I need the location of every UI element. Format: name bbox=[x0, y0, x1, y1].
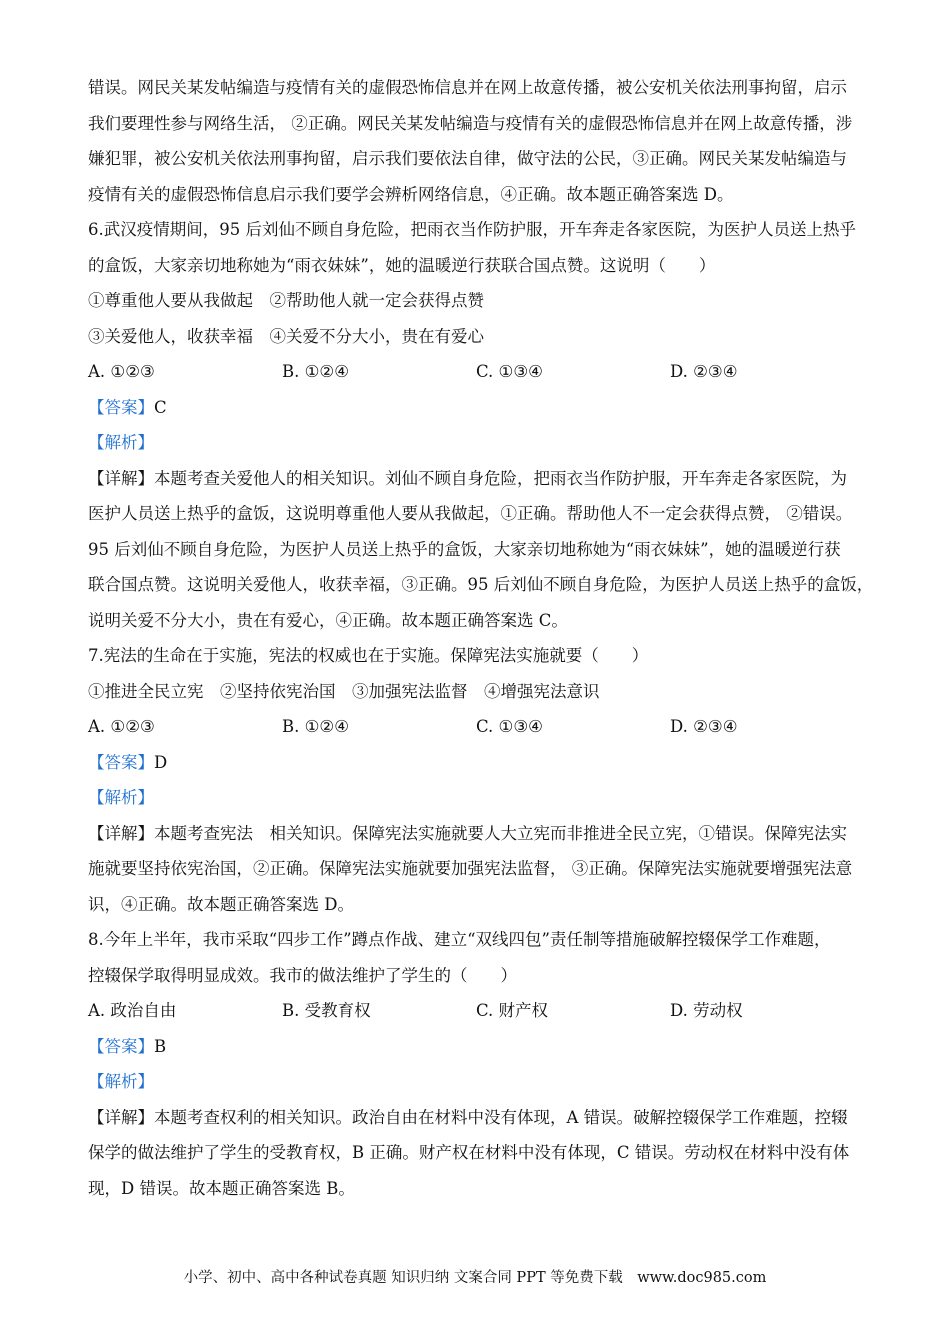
option-a: A. ①②③ bbox=[88, 362, 155, 381]
text-line: 疫情有关的虚假恐怖信息启示我们要学会辨析网络信息，④正确。故本题正确答案选 D。 bbox=[88, 184, 734, 204]
statement-line: ③关爱他人，收获幸福 ④关爱不分大小，贵在有爱心 bbox=[88, 326, 484, 346]
detail-line: 保学的做法维护了学生的受教育权，B 正确。财产权在材料中没有体现，C 错误。劳动权在材料中没有体 bbox=[88, 1143, 850, 1162]
detail-line: 【详解】本题考查权利的相关知识。政治自由在材料中没有体现，A 错误。破解控辍保学工作难题，控辍 bbox=[88, 1107, 848, 1127]
question-7 bbox=[88, 638, 878, 922]
option-c: C. ①③④ bbox=[476, 362, 543, 381]
analysis-line bbox=[88, 425, 878, 461]
option-c: C. 财产权 bbox=[476, 1001, 549, 1020]
text-line: 错误。网民关某发帖编造与疫情有关的虚假恐怖信息并在网上故意传播，被公安机关依法刑事拘留，启示 bbox=[88, 78, 847, 97]
answer-label: 【答案】 bbox=[88, 397, 154, 417]
options-row bbox=[88, 354, 878, 390]
option-d: D. ②③④ bbox=[670, 362, 738, 381]
text-line: 我们要理性参与网络生活， ②正确。网民关某发帖编造与疫情有关的虚假恐怖信息并在网上故意传播，涉 bbox=[88, 113, 853, 133]
options-row bbox=[88, 993, 878, 1029]
options-row bbox=[88, 709, 878, 745]
page-footer: 小学、初中、高中各种试卷真题 知识归纳 文案合同 PPT 等免费下载 www.doc985.com bbox=[183, 1270, 767, 1286]
detail-label: 【详解】 bbox=[88, 823, 154, 843]
detail-line: 【详解】本题考查关爱他人的相关知识。刘仙不顾自身危险，把雨衣当作防护服，开车奔走各家医院，为 bbox=[88, 468, 847, 488]
answer-line bbox=[88, 390, 878, 426]
analysis-line bbox=[88, 780, 878, 816]
question-stem: 7.宪法的生命在于实施，宪法的权威也在于实施。保障宪法实施就要（ ） bbox=[88, 646, 649, 665]
detail-label: 【详解】 bbox=[88, 468, 154, 488]
option-a: A. ①②③ bbox=[88, 717, 155, 736]
option-d: D. 劳动权 bbox=[670, 1001, 743, 1020]
detail-line: 现，D 错误。故本题正确答案选 B。 bbox=[88, 1178, 355, 1198]
statement-line: ①尊重他人要从我做起 ②帮助他人就一定会获得点赞 bbox=[88, 291, 484, 310]
answer-value: D bbox=[154, 752, 168, 772]
option-b: B. 受教育权 bbox=[282, 1001, 371, 1020]
question-stem: 的盒饭，大家亲切地称她为“雨衣妹妹”，她的温暖逆行获联合国点赞。这说明（ ） bbox=[88, 255, 716, 275]
document-page bbox=[88, 70, 878, 1206]
answer-value: C bbox=[154, 397, 167, 417]
option-d: D. ②③④ bbox=[670, 717, 738, 736]
detail-label: 【详解】 bbox=[88, 1107, 154, 1127]
question-stem: 8.今年上半年，我市采取“四步工作”蹲点作战、建立“双线四包”责任制等措施破解控辍保学工作难题， bbox=[88, 930, 831, 949]
option-a: A. 政治自由 bbox=[88, 1001, 177, 1020]
analysis-label: 【解析】 bbox=[88, 433, 154, 452]
statement-line: ①推进全民立宪 ②坚持依宪治国 ③加强宪法监督 ④增强宪法意识 bbox=[88, 681, 600, 701]
detail-line: 施就要坚持依宪治国，②正确。保障宪法实施就要加强宪法监督， ③正确。保障宪法实施就要增强宪法意 bbox=[88, 859, 853, 878]
text-line: 嫌犯罪，被公安机关依法刑事拘留，启示我们要依法自律，做守法的公民，③正确。网民关某发帖编造与 bbox=[88, 149, 847, 168]
detail-line: 联合国点赞。这说明关爱他人，收获幸福，③正确。95 后刘仙不顾自身危险，为医护人员送上热乎的盒饭， bbox=[88, 575, 874, 594]
question-8 bbox=[88, 922, 878, 1206]
analysis-line bbox=[88, 1064, 878, 1100]
question-6 bbox=[88, 212, 878, 638]
answer-line bbox=[88, 745, 878, 781]
analysis-label: 【解析】 bbox=[88, 788, 154, 807]
detail-line: 医护人员送上热乎的盒饭，这说明尊重他人要从我做起，①正确。帮助他人不一定会获得点赞， ②错误。 bbox=[88, 504, 853, 523]
question-stem: 控辍保学取得明显成效。我市的做法维护了学生的（ ） bbox=[88, 965, 517, 985]
analysis-label: 【解析】 bbox=[88, 1072, 154, 1091]
answer-label: 【答案】 bbox=[88, 1036, 154, 1056]
detail-line: 说明关爱不分大小，贵在有爱心，④正确。故本题正确答案选 C。 bbox=[88, 610, 568, 630]
detail-line: 95 后刘仙不顾自身危险，为医护人员送上热乎的盒饭，大家亲切地称她为“雨衣妹妹”，她的温暖逆行获 bbox=[88, 539, 841, 559]
option-c: C. ①③④ bbox=[476, 717, 543, 736]
answer-value: B bbox=[154, 1036, 167, 1056]
option-b: B. ①②④ bbox=[282, 717, 349, 736]
intro-paragraph bbox=[88, 70, 878, 212]
question-stem: 6.武汉疫情期间，95 后刘仙不顾自身危险，把雨衣当作防护服，开车奔走各家医院，为医护人员送上热乎 bbox=[88, 220, 856, 239]
answer-line bbox=[88, 1029, 878, 1065]
option-b: B. ①②④ bbox=[282, 362, 349, 381]
detail-line: 【详解】本题考查宪法 相关知识。保障宪法实施就要人大立宪而非推进全民立宪，①错误。保障宪法实 bbox=[88, 823, 847, 843]
detail-line: 识，④正确。故本题正确答案选 D。 bbox=[88, 894, 354, 914]
answer-label: 【答案】 bbox=[88, 752, 154, 772]
